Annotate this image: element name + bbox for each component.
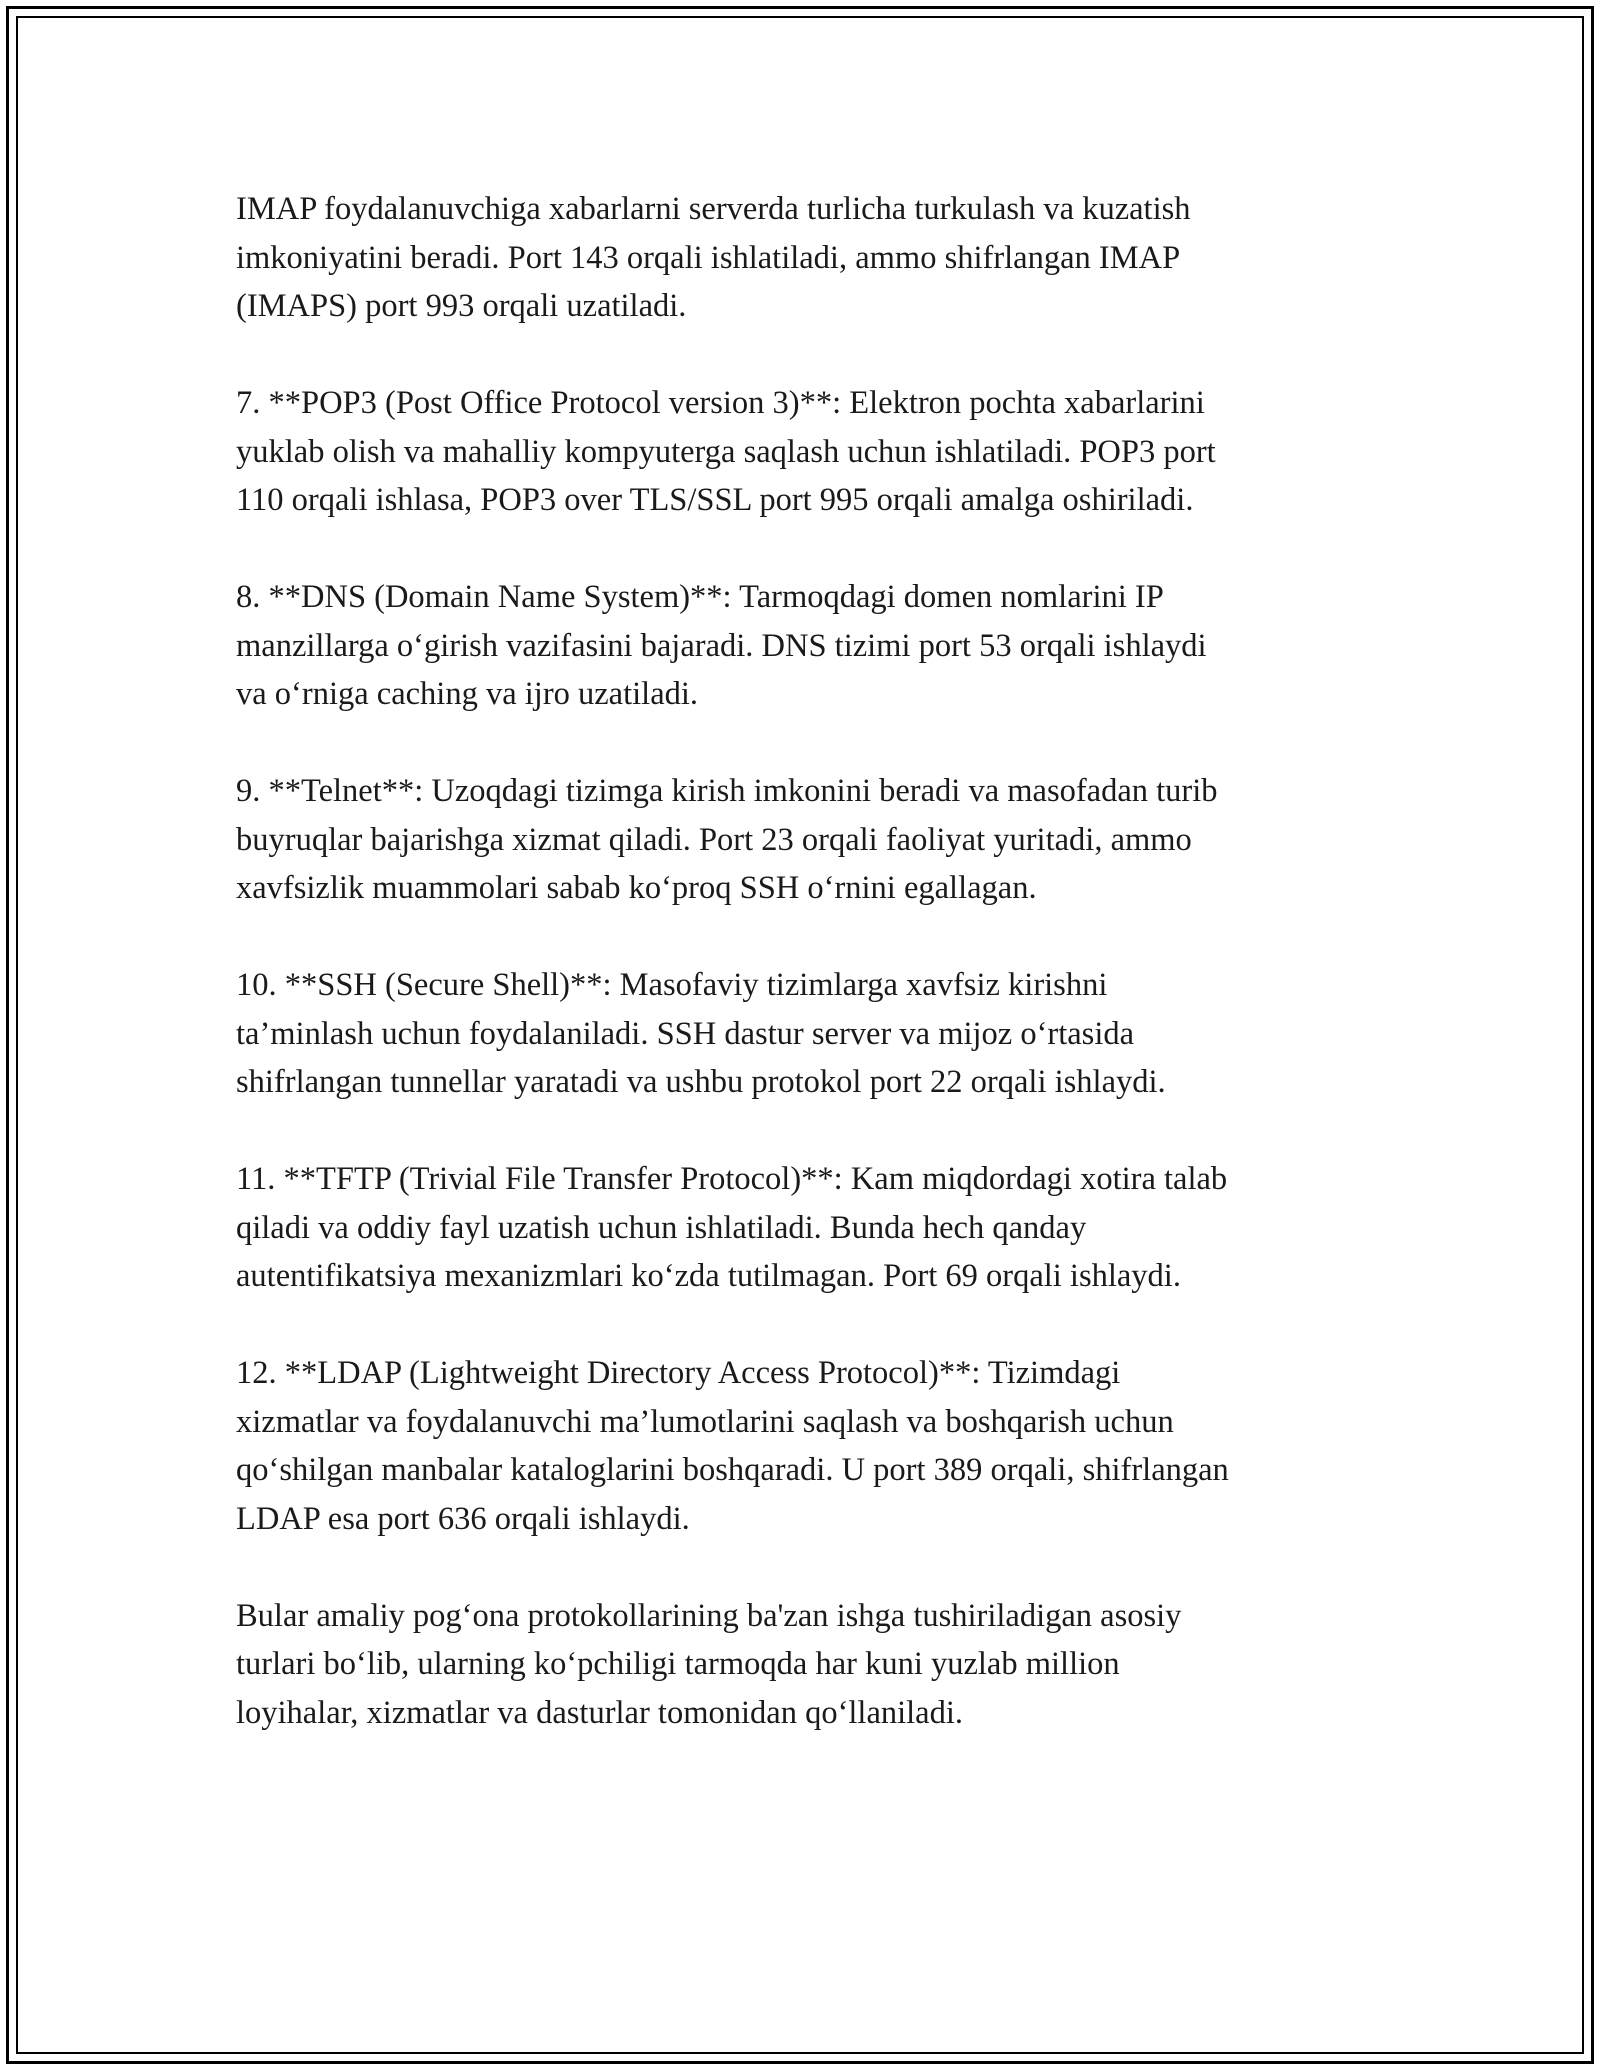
document-body bbox=[236, 185, 1376, 1786]
text-line: 110 orqali ishlasa, POP3 over TLS/SSL port 995 orqali amalga oshiriladi. bbox=[236, 482, 1194, 518]
paragraph-summary bbox=[236, 1592, 1376, 1738]
paragraph-ssh bbox=[236, 961, 1376, 1107]
text-line: autentifikatsiya mexanizmlari ko‘zda tutilmagan. Port 69 orqali ishlaydi. bbox=[236, 1258, 1181, 1294]
text-line: manzillarga o‘girish vazifasini bajaradi. DNS tizimi port 53 orqali ishlaydi bbox=[236, 627, 1207, 664]
text-line: ta’minlash uchun foydalaniladi. SSH dastur server va mijoz o‘rtasida bbox=[236, 1015, 1135, 1052]
text-line: xavfsizlik muammolari sabab ko‘proq SSH o‘rnini egallagan. bbox=[236, 870, 1037, 906]
paragraph-telnet bbox=[236, 767, 1376, 913]
text-line: qiladi va oddiy fayl uzatish uchun ishlatiladi. Bunda hech qanday bbox=[236, 1209, 1087, 1246]
text-line: va o‘rniga caching va ijro uzatiladi. bbox=[236, 676, 699, 712]
text-line: 9. **Telnet**: Uzoqdagi tizimga kirish imkonini beradi va masofadan turib bbox=[236, 773, 1218, 809]
text-line: 7. **POP3 (Post Office Protocol version 3)**: Elektron pochta xabarlarini bbox=[236, 385, 1205, 421]
text-line: 11. **TFTP (Trivial File Transfer Protocol)**: Kam miqdordagi xotira talab bbox=[236, 1161, 1228, 1197]
text-line: 10. **SSH (Secure Shell)**: Masofaviy tizimlarga xavfsiz kirishni bbox=[236, 967, 1108, 1003]
paragraph-tftp bbox=[236, 1155, 1376, 1301]
text-line: (IMAPS) port 993 orqali uzatiladi. bbox=[236, 288, 687, 324]
text-line: xizmatlar va foydalanuvchi ma’lumotlarini saqlash va boshqarish uchun bbox=[236, 1403, 1174, 1440]
paragraph-pop3 bbox=[236, 379, 1376, 525]
text-line: imkoniyatini beradi. Port 143 orqali ishlatiladi, ammo shifrlangan IMAP bbox=[236, 239, 1181, 276]
text-line: turlari bo‘lib, ularning ko‘pchiligi tarmoqda har kuni yuzlab million bbox=[236, 1646, 1120, 1682]
text-line: 8. **DNS (Domain Name System)**: Tarmoqdagi domen nomlarini IP bbox=[236, 579, 1164, 615]
text-line: LDAP esa port 636 orqali ishlaydi. bbox=[236, 1500, 690, 1537]
text-line: IMAP foydalanuvchiga xabarlarni serverda turlicha turkulash va kuzatish bbox=[236, 191, 1191, 227]
text-line: shifrlangan tunnellar yaratadi va ushbu protokol port 22 orqali ishlaydi. bbox=[236, 1064, 1166, 1100]
paragraph-imap bbox=[236, 185, 1376, 331]
text-line: yuklab olish va mahalliy kompyuterga saqlash uchun ishlatiladi. POP3 port bbox=[236, 433, 1216, 470]
text-line: 12. **LDAP (Lightweight Directory Access Protocol)**: Tizimdagi bbox=[236, 1355, 1121, 1391]
text-line: buyruqlar bajarishga xizmat qiladi. Port 23 orqali faoliyat yuritadi, ammo bbox=[236, 821, 1192, 858]
text-line: qo‘shilgan manbalar kataloglarini boshqaradi. U port 389 orqali, shifrlangan bbox=[236, 1452, 1229, 1488]
paragraph-dns bbox=[236, 573, 1376, 719]
text-line: Bular amaliy pog‘ona protokollarining ba'zan ishga tushiriladigan asosiy bbox=[236, 1597, 1182, 1634]
paragraph-ldap bbox=[236, 1349, 1376, 1543]
text-line: loyihalar, xizmatlar va dasturlar tomonidan qo‘llaniladi. bbox=[236, 1694, 964, 1731]
